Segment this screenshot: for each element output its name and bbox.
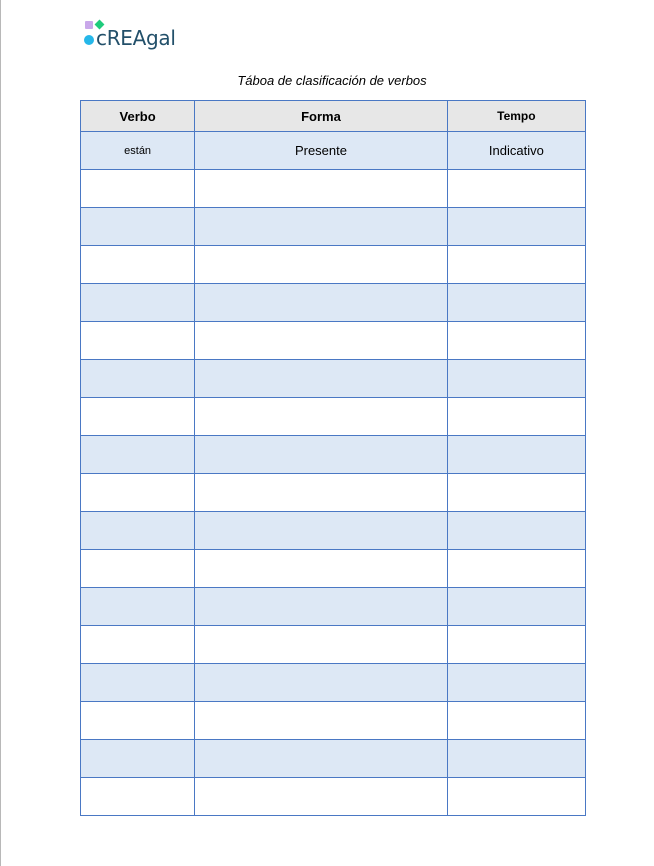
table-row [81,398,586,436]
cell-forma [195,208,448,246]
table-row [81,208,586,246]
cell-verbo [81,550,195,588]
cell-tempo [447,208,585,246]
header-forma: Forma [195,101,448,132]
table-row [81,512,586,550]
cell-forma [195,398,448,436]
cell-verbo [81,588,195,626]
cell-verbo [81,626,195,664]
cell-forma [195,512,448,550]
verb-classification-table [80,100,586,816]
table-row [81,664,586,702]
cell-forma [195,360,448,398]
cell-forma [195,778,448,816]
cell-forma [195,436,448,474]
page-edge [0,0,1,866]
cell-forma [195,588,448,626]
document-title: Táboa de clasificación de verbos [237,73,427,88]
cell-tempo [447,702,585,740]
logo-circle-icon [84,35,94,45]
cell-tempo [447,588,585,626]
cell-verbo [81,436,195,474]
table-row [81,436,586,474]
cell-tempo [447,626,585,664]
cell-verbo [81,170,195,208]
cell-forma [195,474,448,512]
cell-verbo [81,740,195,778]
cell-forma [195,740,448,778]
table-row [81,588,586,626]
cell-verbo [81,664,195,702]
cell-forma [195,550,448,588]
cell-verbo [81,208,195,246]
table-row [81,778,586,816]
cell-verbo [81,398,195,436]
header-tempo: Tempo [447,101,585,132]
cell-tempo [447,664,585,702]
cell-tempo [447,322,585,360]
header-verbo: Verbo [81,101,195,132]
table-row [81,322,586,360]
creagal-logo [84,20,194,50]
cell-tempo [447,778,585,816]
cell-forma [195,284,448,322]
cell-tempo [447,740,585,778]
table-row [81,360,586,398]
cell-verbo [81,322,195,360]
cell-verbo [81,702,195,740]
cell-verbo [81,246,195,284]
table-row [81,474,586,512]
cell-verbo [81,778,195,816]
table-row [81,284,586,322]
table-row [81,132,586,170]
cell-forma [195,322,448,360]
cell-forma [195,664,448,702]
cell-verbo [81,474,195,512]
cell-forma [195,246,448,284]
table-row [81,246,586,284]
cell-tempo [447,512,585,550]
cell-tempo [447,246,585,284]
cell-tempo [447,474,585,512]
cell-tempo: Indicativo [447,132,585,170]
logo-square-icon [85,21,93,29]
table-row [81,550,586,588]
table-row [81,170,586,208]
cell-forma [195,170,448,208]
cell-verbo [81,512,195,550]
cell-tempo [447,436,585,474]
cell-verbo [81,360,195,398]
cell-tempo [447,170,585,208]
cell-verbo [81,284,195,322]
cell-tempo [447,360,585,398]
table-row [81,702,586,740]
table-row [81,626,586,664]
table-row [81,740,586,778]
cell-forma [195,626,448,664]
cell-verbo: están [81,132,195,170]
table-header-row [81,101,586,132]
cell-tempo [447,398,585,436]
logo-text: cREAgal [96,26,176,50]
cell-forma [195,702,448,740]
cell-tempo [447,284,585,322]
cell-tempo [447,550,585,588]
cell-forma: Presente [195,132,448,170]
